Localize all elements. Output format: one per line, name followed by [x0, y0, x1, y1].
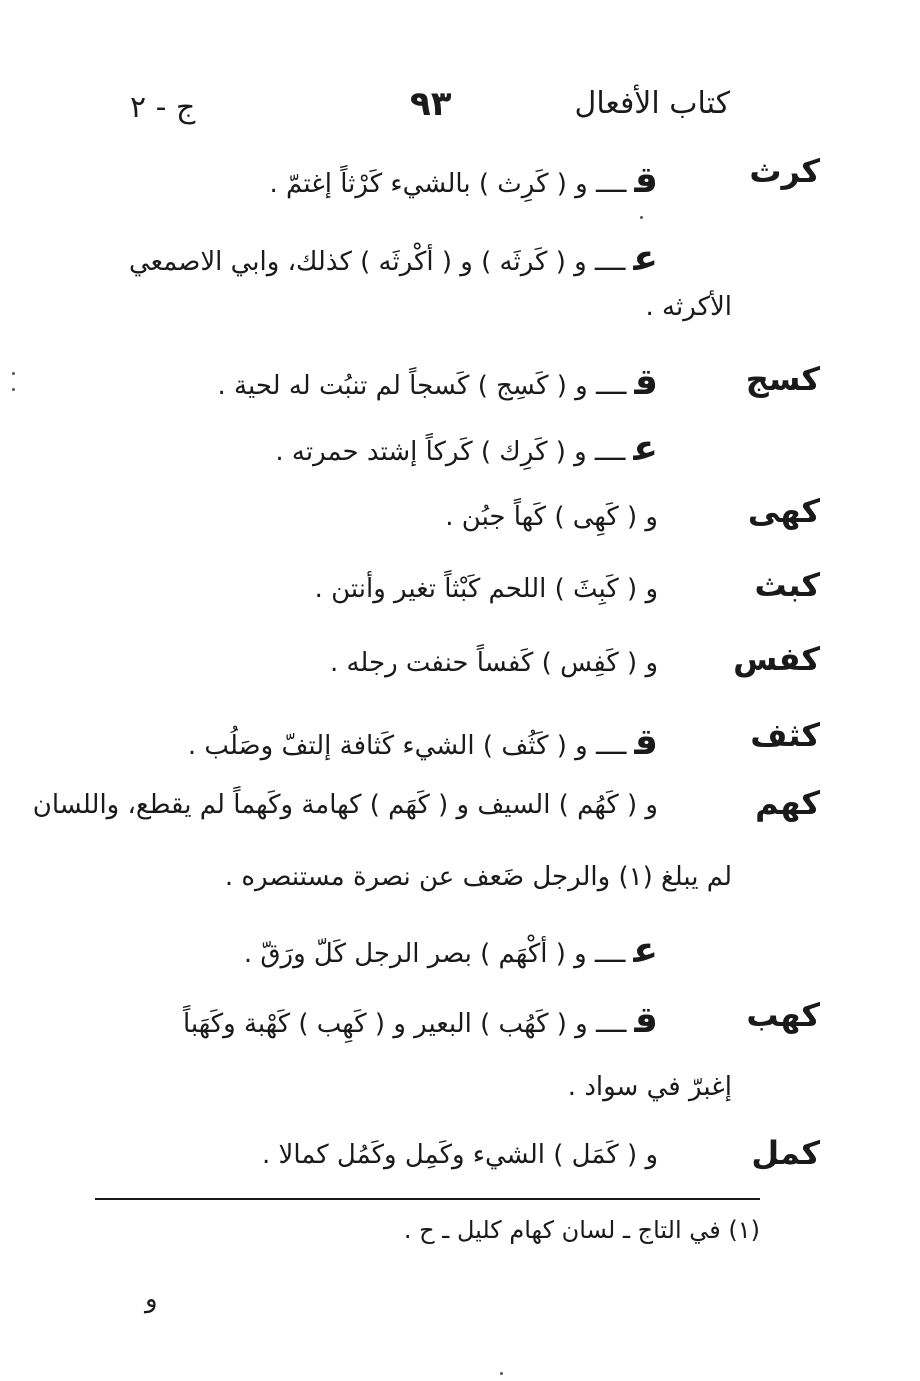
entry-text: الأكرثه .	[645, 292, 732, 322]
entry-line	[568, 1072, 732, 1102]
entry-text: ــــ و ( كَثُف ) الشيء كَثافة إلتفّ وصَلُب .	[187, 731, 627, 761]
entry-text: و ( كَمَل ) الشيء وكَمِل وكَمُل كمالا .	[261, 1140, 658, 1170]
scan-speck	[12, 372, 15, 375]
entry-text: ــــ و ( أكْهَم ) بصر الرجل كَلّ ورَقّ .	[243, 939, 626, 969]
entry-line	[275, 428, 658, 469]
entry-text: و ( كَفِس ) كَفساً حنفت رجله .	[329, 648, 658, 678]
entry-text: و ( كَهُم ) السيف و ( كَهَم ) كهامة وكَهماً لم يقطع، واللسان	[32, 790, 658, 820]
footnote-divider	[95, 1198, 760, 1200]
entry-line	[225, 862, 732, 892]
entry-line	[270, 160, 659, 201]
headword: كمل	[751, 1134, 820, 1172]
entry-line	[188, 722, 658, 763]
headword: كفس	[733, 640, 820, 678]
form-code: ق	[634, 1000, 658, 1041]
entry-line	[218, 362, 658, 403]
entry-line	[646, 292, 732, 322]
scan-speck	[500, 1372, 503, 1375]
page-number: ٩٣	[410, 84, 452, 124]
form-code: ع	[633, 428, 658, 469]
entry-line	[33, 790, 658, 820]
entry-line	[330, 648, 658, 678]
footnote: (١) في التاج ـ لسان كهام كليل ـ ح .	[403, 1216, 760, 1244]
headword: كثف	[750, 716, 820, 754]
volume-marker: ج - ٢	[130, 90, 196, 125]
headword: كبث	[754, 566, 820, 604]
entry-line	[183, 1000, 658, 1041]
entry-text: ــــ و ( كَرِث ) بالشيء كَرْثاً إغتمّ .	[269, 169, 627, 199]
headword: كهى	[747, 492, 820, 530]
form-code: ق	[634, 362, 658, 403]
entry-text: لم يبلغ (١) والرجل ضَعف عن نصرة مستنصره .	[224, 862, 732, 892]
entry-text: ــــ و ( كَسِج ) كَسجاً لم تنبُت له لحية .	[217, 371, 627, 401]
entry-line	[315, 574, 658, 604]
headword: كهب	[746, 996, 820, 1034]
headword: كرث	[749, 152, 820, 190]
entry-text: إغبرّ في سواد .	[567, 1072, 732, 1102]
entry-text: ــــ و ( كَهُب ) البعير و ( كَهِب ) كَهْبة وكَهَباً	[183, 1009, 627, 1039]
entry-text: ــــ و ( كَرِك ) كَركاً إشتد حمرته .	[275, 437, 626, 467]
entry-text: و ( كَهِى ) كَهاً جبُن .	[445, 502, 658, 532]
headword: كهم	[755, 784, 820, 822]
entry-line	[445, 502, 658, 532]
entry-line	[244, 930, 658, 971]
scan-speck	[640, 216, 643, 219]
scan-speck	[12, 388, 15, 391]
catchword: و	[145, 1284, 158, 1314]
entry-text: ــــ و ( كَرثَه ) و ( أكْرثَه ) كذلك، وابي الاصمعي	[129, 247, 626, 277]
running-title: كتاب الأفعال	[574, 86, 730, 121]
entry-line	[262, 1140, 658, 1170]
form-code: ع	[633, 238, 658, 279]
form-code: ق	[634, 722, 658, 763]
headword: كسج	[745, 360, 820, 398]
form-code: ق	[634, 160, 658, 201]
form-code: ع	[633, 930, 658, 971]
entry-text: و ( كَبِثَ ) اللحم كَبْثاً تغير وأنتن .	[314, 574, 658, 604]
entry-line	[129, 238, 658, 279]
